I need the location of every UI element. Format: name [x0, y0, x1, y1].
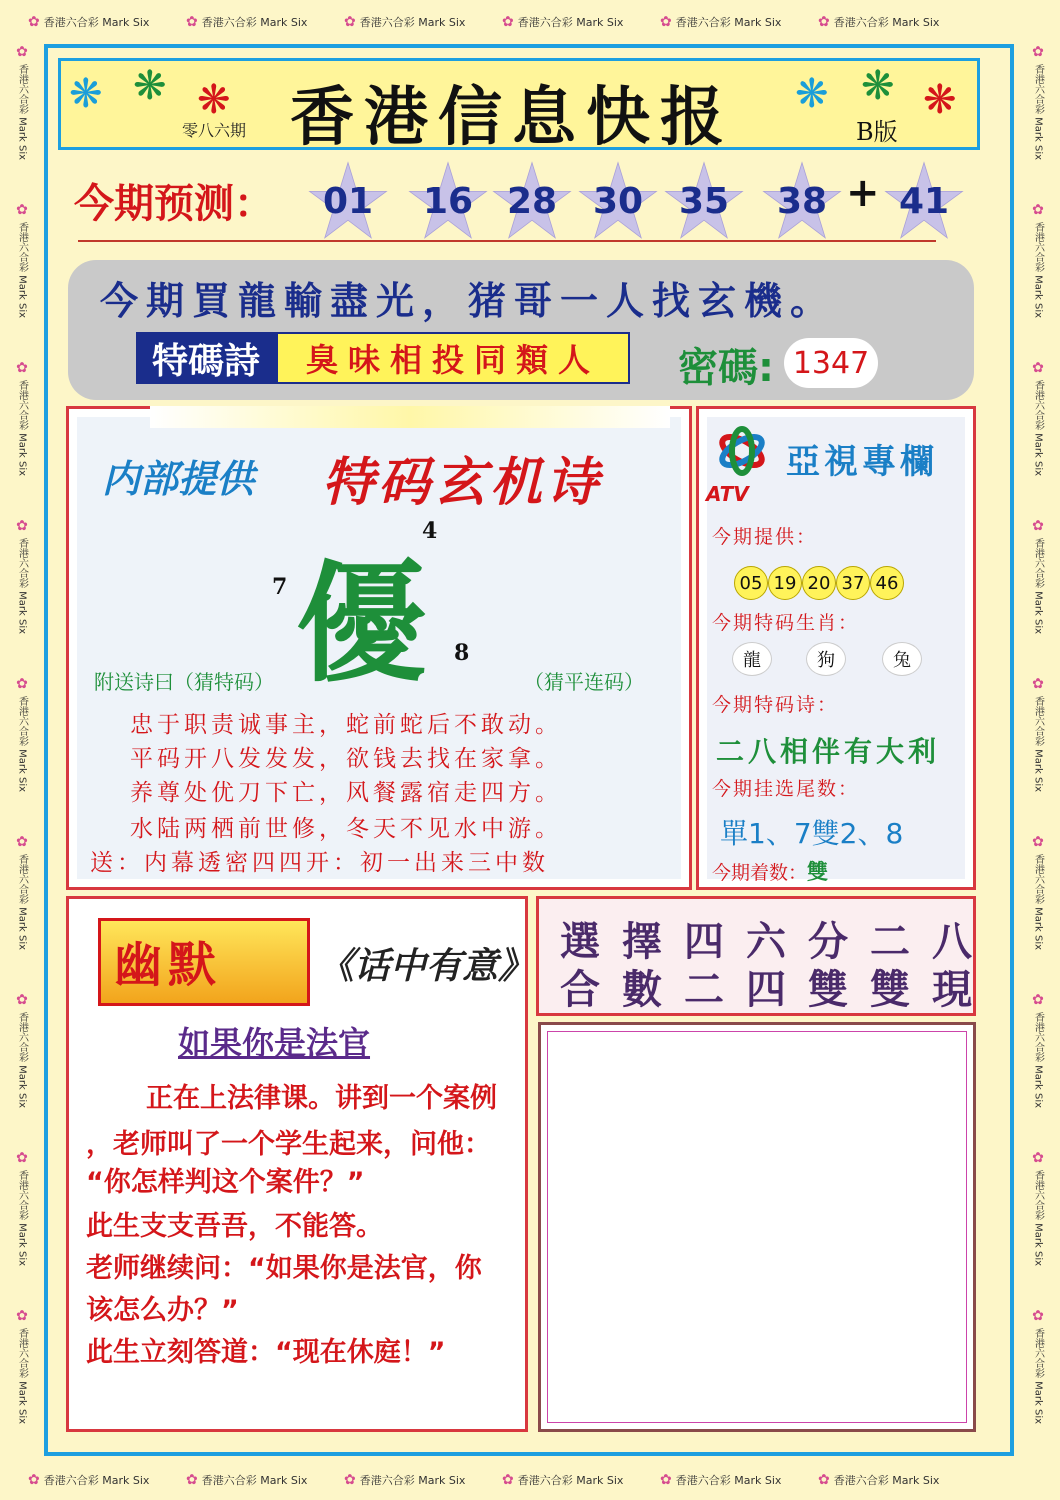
atv-provide-label: 今期提供：	[712, 526, 818, 548]
choice-line: 選擇四六分二八	[560, 918, 994, 965]
flower-icon: ✿	[14, 202, 30, 218]
watermark-item	[12, 992, 32, 1150]
forecast-number: 38	[762, 160, 842, 242]
watermark-text: 香港六合彩 Mark Six	[43, 16, 150, 29]
flower-icon: ✿	[1030, 992, 1046, 1008]
watermark-text: 香港六合彩 Mark Six	[1032, 1328, 1044, 1425]
watermark-item	[28, 1472, 186, 1488]
border-watermark-left	[0, 44, 44, 1458]
flower-icon: ✿	[14, 992, 30, 1008]
forecast-number: 01	[308, 160, 388, 242]
watermark-item	[1028, 1150, 1048, 1308]
watermark-item	[1028, 676, 1048, 834]
watermark-text: 香港六合彩 Mark Six	[359, 1474, 466, 1487]
edition-label: B版	[856, 118, 898, 146]
flower-icon: ✿	[660, 14, 672, 30]
zodiac-badge: 兔	[882, 642, 922, 676]
watermark-item	[660, 1472, 818, 1488]
humor-line: 此生立刻答道：“现在休庭！”	[86, 1337, 446, 1368]
zodiac-badge: 龍	[732, 642, 772, 676]
headline-text: 今期買龍輸盡光，猪哥一人找玄機。	[100, 278, 837, 323]
watermark-text: 香港六合彩 Mark Six	[16, 1170, 28, 1267]
flower-icon: ✿	[14, 518, 30, 534]
watermark-item	[1028, 360, 1048, 518]
flower-icon: ✿	[344, 14, 356, 30]
atv-logo-text: ATV	[706, 482, 749, 506]
flower-icon: ✿	[1030, 676, 1046, 692]
flower-icon: ✿	[14, 1150, 30, 1166]
flower-icon: ✿	[186, 1472, 198, 1488]
atv-logo-icon	[710, 424, 774, 478]
watermark-item	[818, 14, 976, 30]
humor-line: 正在上法律课。讲到一个案例	[146, 1083, 497, 1114]
flower-icon: ✿	[14, 360, 30, 376]
watermark-item	[344, 14, 502, 30]
number-ball: 20	[802, 566, 836, 600]
flower-icon: ✿	[14, 676, 30, 692]
watermark-text: 香港六合彩 Mark Six	[1032, 854, 1044, 951]
choice-line: 合數二四雙雙現	[560, 966, 994, 1013]
watermark-item	[12, 676, 32, 834]
flower-icon: ✿	[28, 1472, 40, 1488]
watermark-text: 香港六合彩 Mark Six	[16, 222, 28, 319]
watermark-text: 香港六合彩 Mark Six	[1032, 64, 1044, 161]
humor-badge-text: 幽默	[114, 937, 223, 993]
watermark-text: 香港六合彩 Mark Six	[201, 16, 308, 29]
humor-line: 此生支支吾吾，不能答。	[86, 1211, 383, 1242]
forecast-label: 今期预测：	[74, 181, 274, 227]
forecast-number: 28	[492, 160, 572, 242]
sub-heading-right: （猜平连码）	[524, 670, 644, 694]
watermark-text: 香港六合彩 Mark Six	[675, 16, 782, 29]
humor-subtitle: 《话中有意》	[318, 946, 535, 987]
snowflake-icon: ❋	[133, 63, 167, 109]
watermark-item	[186, 14, 344, 30]
number-ball: 46	[870, 566, 904, 600]
watermark-item	[1028, 992, 1048, 1150]
snowflake-icon: ❋	[861, 63, 895, 109]
watermark-text: 香港六合彩 Mark Six	[16, 538, 28, 635]
watermark-text: 香港六合彩 Mark Six	[16, 380, 28, 477]
atv-poem: 二八相伴有大利	[716, 735, 941, 768]
flower-icon: ✿	[28, 14, 40, 30]
watermark-text: 香港六合彩 Mark Six	[1032, 1012, 1044, 1109]
humor-line: 该怎么办？”	[86, 1295, 239, 1326]
watermark-text: 香港六合彩 Mark Six	[833, 16, 940, 29]
flower-icon: ✿	[14, 1308, 30, 1324]
watermark-item	[344, 1472, 502, 1488]
watermark-item	[1028, 44, 1048, 202]
watermark-item	[12, 518, 32, 676]
watermark-item	[186, 1472, 344, 1488]
code-value: 1347	[784, 338, 878, 388]
zodiac-badge: 狗	[806, 642, 846, 676]
inner-heading-right: 特码玄机诗	[322, 453, 603, 513]
flower-icon: ✿	[502, 1472, 514, 1488]
watermark-text: 香港六合彩 Mark Six	[517, 16, 624, 29]
snowflake-icon: ❋	[795, 71, 829, 117]
humor-title: 如果你是法官	[178, 1024, 371, 1062]
flower-icon: ✿	[660, 1472, 672, 1488]
riddle-mark: 7	[272, 574, 288, 600]
humor-line: 老师继续问：“如果你是法官，你	[86, 1253, 482, 1284]
verse-line: 忠于职责诚事主，蛇前蛇后不敢动。	[130, 712, 562, 738]
watermark-text: 香港六合彩 Mark Six	[201, 1474, 308, 1487]
watermark-item	[818, 1472, 976, 1488]
watermark-item	[502, 14, 660, 30]
atv-zodiac-label: 今期特码生肖：	[712, 612, 860, 634]
poem-text: 臭味相投同類人	[276, 332, 630, 384]
border-watermark-bottom	[0, 1458, 1060, 1500]
riddle-mark: 8	[454, 640, 470, 666]
watermark-text: 香港六合彩 Mark Six	[16, 1012, 28, 1109]
flower-icon: ✿	[1030, 1308, 1046, 1324]
watermark-text: 香港六合彩 Mark Six	[16, 1328, 28, 1425]
watermark-text: 香港六合彩 Mark Six	[16, 854, 28, 951]
riddle-character: 優	[296, 547, 427, 700]
flower-icon: ✿	[1030, 44, 1046, 60]
verse-line: 送：内幕透密四四开：初一出来三中数	[90, 850, 549, 876]
forecast-row	[58, 160, 980, 242]
number-ball: 19	[768, 566, 802, 600]
page-title: 香港信息快报	[290, 80, 734, 155]
atv-tail-value: 單1、7雙2、8	[720, 817, 904, 850]
flower-icon: ✿	[14, 44, 30, 60]
forecast-number: 35	[664, 160, 744, 242]
watermark-text: 香港六合彩 Mark Six	[517, 1474, 624, 1487]
forecast-special-number: 41	[884, 160, 964, 242]
border-watermark-right	[1016, 44, 1060, 1458]
flower-icon: ✿	[1030, 202, 1046, 218]
watermark-text: 香港六合彩 Mark Six	[1032, 222, 1044, 319]
watermark-text: 香港六合彩 Mark Six	[833, 1474, 940, 1487]
watermark-item	[12, 1308, 32, 1458]
watermark-item	[12, 834, 32, 992]
flower-icon: ✿	[1030, 518, 1046, 534]
flower-icon: ✿	[14, 834, 30, 850]
decorative-band	[150, 406, 670, 428]
watermark-item	[502, 1472, 660, 1488]
flower-icon: ✿	[186, 14, 198, 30]
flower-icon: ✿	[1030, 360, 1046, 376]
flower-icon: ✿	[344, 1472, 356, 1488]
atv-poem-label: 今期特码诗：	[712, 694, 839, 716]
snowflake-icon: ❋	[197, 77, 231, 123]
watermark-item	[12, 360, 32, 518]
inner-heading-left: 内部提供	[102, 457, 255, 501]
watermark-text: 香港六合彩 Mark Six	[16, 696, 28, 793]
verse-line: 水陆两栖前世修，冬天不见水中游。	[130, 816, 562, 842]
watermark-text: 香港六合彩 Mark Six	[675, 1474, 782, 1487]
number-ball: 05	[734, 566, 768, 600]
watermark-item	[12, 1150, 32, 1308]
watermark-item	[1028, 202, 1048, 360]
watermark-item	[660, 14, 818, 30]
watermark-text: 香港六合彩 Mark Six	[16, 64, 28, 161]
flower-icon: ✿	[1030, 1150, 1046, 1166]
atv-title: 亞視專欄	[786, 442, 938, 482]
flower-icon: ✿	[818, 1472, 830, 1488]
sub-heading-left: 附送诗曰（猜特码）	[94, 670, 274, 694]
flower-icon: ✿	[818, 14, 830, 30]
watermark-text: 香港六合彩 Mark Six	[43, 1474, 150, 1487]
humor-line: “你怎样判这个案件？”	[86, 1167, 365, 1198]
verse-line: 养尊处优刀下亡，风餐露宿走四方。	[130, 780, 562, 806]
code-label: 密碼:	[678, 345, 774, 391]
watermark-item	[1028, 834, 1048, 992]
watermark-text: 香港六合彩 Mark Six	[1032, 1170, 1044, 1267]
watermark-text: 香港六合彩 Mark Six	[1032, 696, 1044, 793]
atv-count: 今期着数：雙	[712, 860, 829, 884]
watermark-text: 香港六合彩 Mark Six	[1032, 538, 1044, 635]
watermark-item	[12, 44, 32, 202]
forecast-number: 30	[578, 160, 658, 242]
number-ball: 37	[836, 566, 870, 600]
border-watermark-top	[0, 0, 1060, 44]
poem-label: 特碼詩	[136, 332, 276, 384]
flower-icon: ✿	[502, 14, 514, 30]
watermark-item	[1028, 518, 1048, 676]
watermark-text: 香港六合彩 Mark Six	[1032, 380, 1044, 477]
blank-box	[538, 1022, 976, 1432]
forecast-number: 16	[408, 160, 488, 242]
verse-line: 平码开八发发发，欲钱去找在家拿。	[130, 746, 562, 772]
plus-sign: +	[846, 170, 880, 216]
watermark-item	[28, 14, 186, 30]
flower-icon: ✿	[1030, 834, 1046, 850]
issue-number: 零八六期	[182, 121, 247, 140]
riddle-mark: 4	[422, 518, 438, 544]
atv-tail-label: 今期挂选尾数：	[712, 778, 860, 800]
snowflake-icon: ❋	[923, 77, 957, 123]
humor-line: ，老师叫了一个学生起来，问他：	[86, 1129, 491, 1160]
watermark-item	[1028, 1308, 1048, 1458]
divider	[78, 240, 936, 242]
watermark-item	[12, 202, 32, 360]
snowflake-icon: ❋	[69, 71, 103, 117]
watermark-text: 香港六合彩 Mark Six	[359, 16, 466, 29]
